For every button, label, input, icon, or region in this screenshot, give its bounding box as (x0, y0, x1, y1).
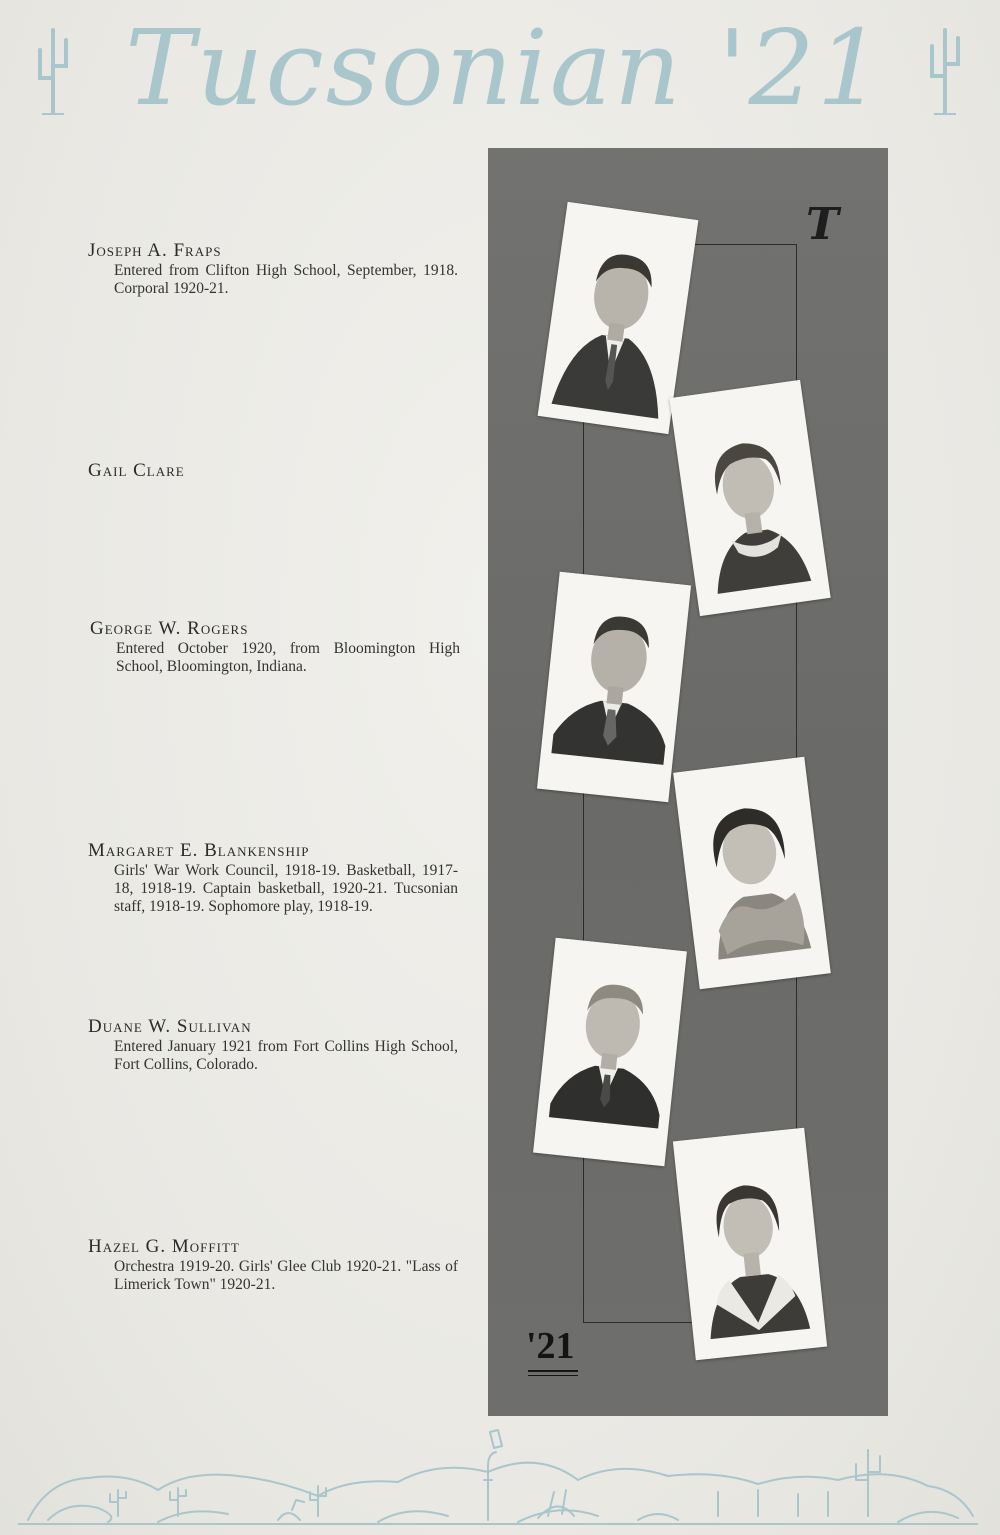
portrait-woman-icon (669, 380, 829, 604)
student-description: Entered October 1920, from Bloomington High School, Bloomington, Indiana. (116, 640, 460, 675)
student-entry (88, 1236, 468, 1294)
student-portrait-photo (673, 1128, 827, 1361)
student-portrait-photo (533, 938, 687, 1167)
student-portrait-photo (673, 757, 831, 989)
portrait-man-icon (538, 572, 691, 793)
student-name: Margaret E. Blankenship (88, 840, 310, 861)
cactus-icon (28, 18, 78, 118)
student-description: Orchestra 1919-20. Girls' Glee Club 1920-21. "Lass of Limerick Town" 1920-21. (114, 1258, 458, 1293)
year-underline (528, 1370, 578, 1376)
student-name: Duane W. Sullivan (88, 1016, 252, 1037)
student-name: George W. Rogers (90, 618, 249, 639)
year-mark: '21 (526, 1325, 575, 1367)
student-name: Gail Clare (88, 460, 185, 481)
photo-panel (488, 148, 888, 1416)
portrait-woman-icon (673, 1128, 826, 1349)
portrait-woman-icon (673, 757, 829, 980)
student-entry (88, 460, 468, 482)
student-description: Girls' War Work Council, 1918-19. Basketball, 1917-18, 1918-19. Captain basketball, 1920-21. Tucsonian staff, 1918-19. Sophomore play, 1918-19. (114, 862, 458, 915)
monogram: T (806, 199, 839, 250)
student-entry (90, 618, 470, 676)
student-description: Entered from Clifton High School, September, 1918. Corporal 1920-21. (114, 262, 458, 297)
student-name: Hazel G. Moffitt (88, 1236, 240, 1257)
student-entry (88, 840, 468, 916)
student-entry (88, 240, 468, 298)
desert-landscape-illustration (18, 1420, 978, 1530)
student-name: Joseph A. Fraps (88, 240, 222, 261)
student-entry (88, 1016, 468, 1074)
page-title: Tucsonian '21 (125, 7, 885, 129)
student-portrait-photo (537, 572, 691, 803)
portrait-man-icon (534, 938, 687, 1159)
cactus-icon (920, 18, 970, 118)
student-description: Entered January 1921 from Fort Collins High School, Fort Collins, Colorado. (114, 1038, 458, 1073)
